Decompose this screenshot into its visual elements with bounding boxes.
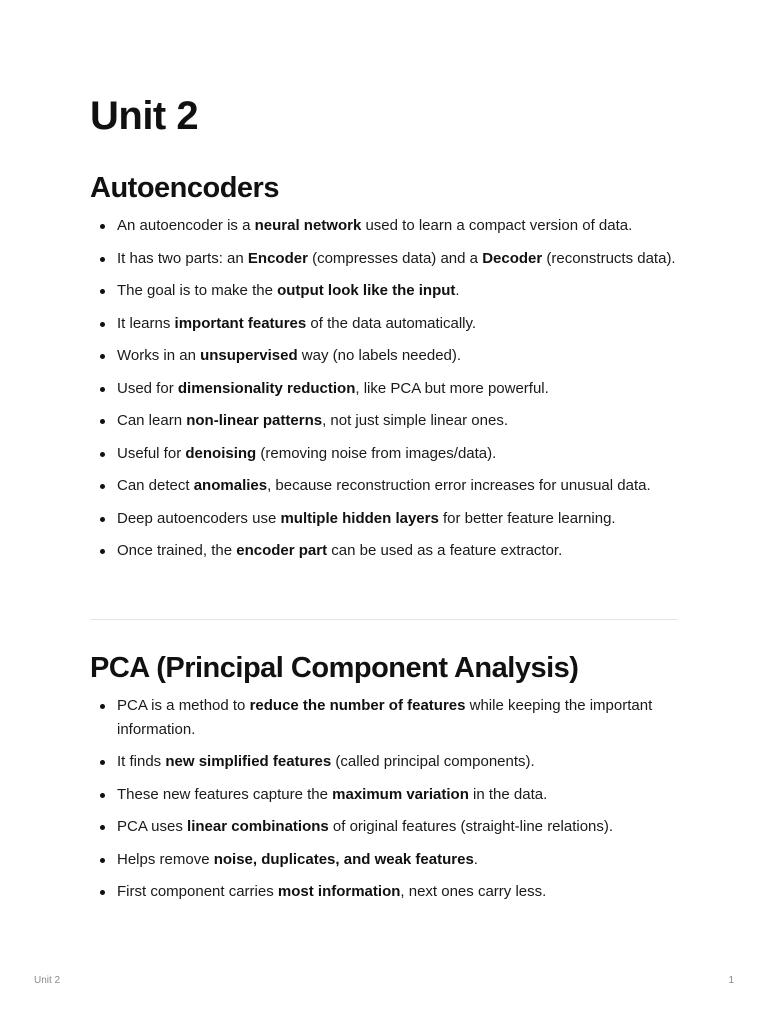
bold-text: maximum variation xyxy=(332,785,469,803)
text-run: (removing noise from images/data). xyxy=(256,444,497,462)
bold-text: Encoder xyxy=(247,249,308,267)
list-item xyxy=(90,880,680,904)
list-item xyxy=(90,750,680,774)
text-run: Once trained, the xyxy=(117,542,237,559)
text-run: . xyxy=(455,282,460,299)
page-title: Unit 2 xyxy=(90,94,199,138)
list-item xyxy=(90,694,680,741)
text-run: Can learn xyxy=(117,412,187,429)
text-run: An autoencoder is a xyxy=(117,217,255,234)
text-run: of the data automatically. xyxy=(306,314,477,332)
bold-text: multiple hidden layers xyxy=(280,509,439,527)
section-autoencoders xyxy=(90,168,680,572)
bold-text: neural network xyxy=(254,217,362,234)
list-item xyxy=(90,312,680,336)
list-item xyxy=(90,815,680,839)
bold-text: unsupervised xyxy=(200,347,298,364)
text-run: way (no labels needed). xyxy=(297,347,462,364)
text-run: for better feature learning. xyxy=(438,509,616,527)
list-item xyxy=(90,442,680,466)
text-run: while keeping the important information. xyxy=(117,697,653,738)
bold-text: noise, duplicates, and weak features xyxy=(213,850,474,868)
bold-text: important features xyxy=(174,314,307,332)
bullet-list xyxy=(90,694,680,904)
list-item xyxy=(90,474,680,498)
list-item xyxy=(90,539,680,563)
text-run: First component carries xyxy=(117,883,278,900)
bold-text: most information xyxy=(277,883,401,900)
text-run: PCA uses xyxy=(117,818,188,835)
text-run: (called principal components). xyxy=(331,753,535,770)
list-item xyxy=(90,507,680,531)
bold-text: output look like the input xyxy=(277,282,456,299)
text-run: can be used as a feature extractor. xyxy=(327,542,563,559)
bold-text: dimensionality reduction xyxy=(177,379,356,397)
section-heading: Autoencoders xyxy=(90,172,279,204)
list-item xyxy=(90,783,680,807)
text-run: It finds xyxy=(117,753,166,770)
text-run: , because reconstruction error increases for unusual data. xyxy=(267,477,651,494)
list-item xyxy=(90,247,680,271)
text-run: , not just simple linear ones. xyxy=(322,412,509,429)
text-run: . xyxy=(473,850,478,868)
text-run: Works in an xyxy=(117,347,201,364)
section-heading: PCA (Principal Component Analysis) xyxy=(90,652,579,684)
text-run: of original features (straight-line relations). xyxy=(328,818,614,835)
section-divider xyxy=(90,619,678,620)
list-item xyxy=(90,214,680,238)
text-run: It learns xyxy=(117,314,175,332)
section-pca xyxy=(90,648,680,913)
text-run: Helps remove xyxy=(117,850,214,868)
text-run: PCA is a method to xyxy=(117,697,250,714)
list-item xyxy=(90,279,680,303)
text-run: , next ones carry less. xyxy=(400,883,547,900)
text-run: Can detect xyxy=(117,477,194,494)
text-run: These new features capture the xyxy=(117,785,333,803)
footer-page-number: 1 xyxy=(728,975,734,986)
text-run: , like PCA but more powerful. xyxy=(355,379,549,397)
bold-text: encoder part xyxy=(236,542,328,559)
text-run: (reconstructs data). xyxy=(542,249,676,267)
bold-text: non-linear patterns xyxy=(186,412,323,429)
text-run: (compresses data) and a xyxy=(307,249,483,267)
text-run: used to learn a compact version of data. xyxy=(361,217,633,234)
list-item xyxy=(90,377,680,401)
text-run: It has two parts: an xyxy=(117,249,248,267)
list-item xyxy=(90,344,680,368)
bold-text: Decoder xyxy=(482,249,543,267)
list-item xyxy=(90,409,680,433)
bold-text: anomalies xyxy=(193,477,268,494)
text-run: in the data. xyxy=(468,785,548,803)
text-run: The goal is to make the xyxy=(117,282,278,299)
bold-text: denoising xyxy=(185,444,257,462)
text-run: Useful for xyxy=(117,444,186,462)
bold-text: reduce the number of features xyxy=(249,697,466,714)
text-run: Deep autoencoders use xyxy=(117,509,281,527)
list-item xyxy=(90,848,680,872)
text-run: Used for xyxy=(117,379,178,397)
bold-text: linear combinations xyxy=(187,818,329,835)
bold-text: new simplified features xyxy=(165,753,332,770)
bullet-list xyxy=(90,214,680,563)
footer-doc-title: Unit 2 xyxy=(34,975,61,986)
